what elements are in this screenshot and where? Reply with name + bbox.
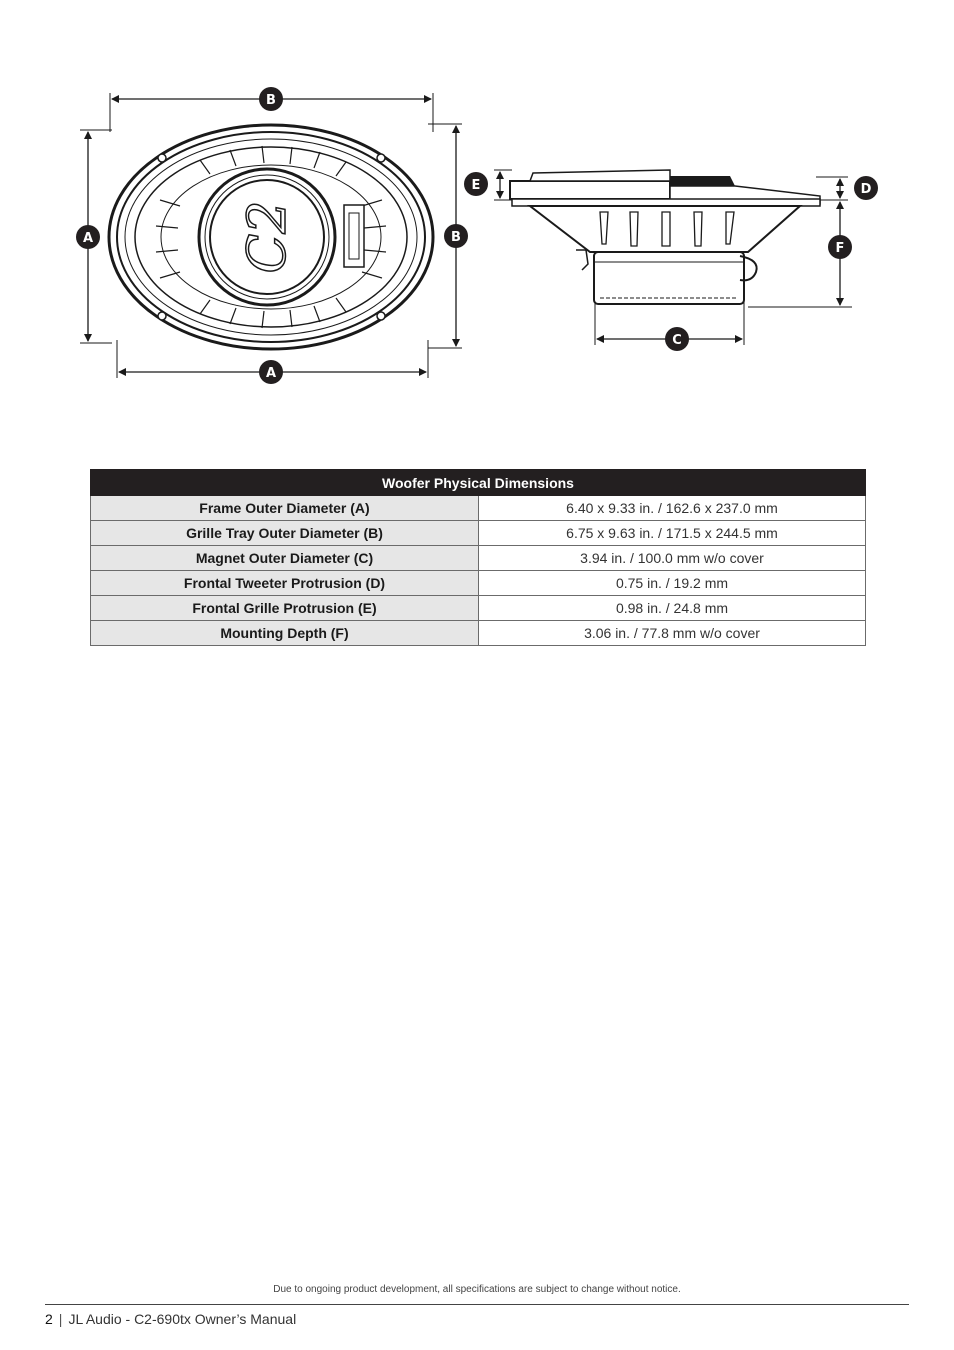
table-row — [91, 496, 866, 521]
row-value: 6.40 x 9.33 in. / 162.6 x 237.0 mm — [479, 496, 866, 521]
table-row — [91, 546, 866, 571]
svg-text:A: A — [82, 231, 94, 246]
table-row — [91, 596, 866, 621]
svg-text:D: D — [860, 182, 872, 197]
row-value: 6.75 x 9.63 in. / 171.5 x 244.5 mm — [479, 521, 866, 546]
svg-text:C: C — [672, 333, 682, 348]
row-label: Mounting Depth (F) — [91, 621, 479, 646]
manual-title: JL Audio - C2-690tx Owner’s Manual — [68, 1311, 297, 1327]
svg-text:A: A — [265, 366, 277, 381]
page-footer — [45, 1311, 296, 1327]
row-label: Frontal Grille Protrusion (E) — [91, 596, 479, 621]
dimension-badge-f — [828, 235, 852, 259]
svg-text:B: B — [266, 93, 276, 108]
row-label: Grille Tray Outer Diameter (B) — [91, 521, 479, 546]
svg-text:B: B — [451, 230, 461, 245]
dimension-badge-b-right — [444, 224, 468, 248]
row-value: 0.75 in. / 19.2 mm — [479, 571, 866, 596]
table-row — [91, 621, 866, 646]
woofer-dimensions-table — [90, 469, 866, 646]
page-number: 2 — [45, 1311, 53, 1327]
front-view — [76, 87, 468, 384]
footer-separator: | — [58, 1311, 63, 1327]
dimension-badge-e — [464, 172, 488, 196]
row-label: Frame Outer Diameter (A) — [91, 496, 479, 521]
side-view — [464, 170, 878, 351]
table-header-row — [91, 470, 866, 496]
dimension-badge-d — [854, 176, 878, 200]
svg-text:E: E — [471, 178, 481, 193]
table-row — [91, 571, 866, 596]
dimension-badge-a-left — [76, 225, 100, 249]
row-value: 0.98 in. / 24.8 mm — [479, 596, 866, 621]
dimension-badge-c — [665, 327, 689, 351]
svg-text:F: F — [835, 241, 845, 256]
row-label: Magnet Outer Diameter (C) — [91, 546, 479, 571]
speaker-dimension-diagram — [0, 0, 954, 400]
footer-divider — [45, 1304, 909, 1305]
spec-change-notice: Due to ongoing product development, all specifications are subject to change without notice. — [273, 1284, 681, 1295]
table-row — [91, 521, 866, 546]
svg-text:C2: C2 — [238, 200, 298, 274]
row-label: Frontal Tweeter Protrusion (D) — [91, 571, 479, 596]
dimension-badge-a-bottom — [259, 360, 283, 384]
table-title: Woofer Physical Dimensions — [91, 470, 866, 496]
dimension-badge-b-top — [259, 87, 283, 111]
row-value: 3.94 in. / 100.0 mm w/o cover — [479, 546, 866, 571]
row-value: 3.06 in. / 77.8 mm w/o cover — [479, 621, 866, 646]
